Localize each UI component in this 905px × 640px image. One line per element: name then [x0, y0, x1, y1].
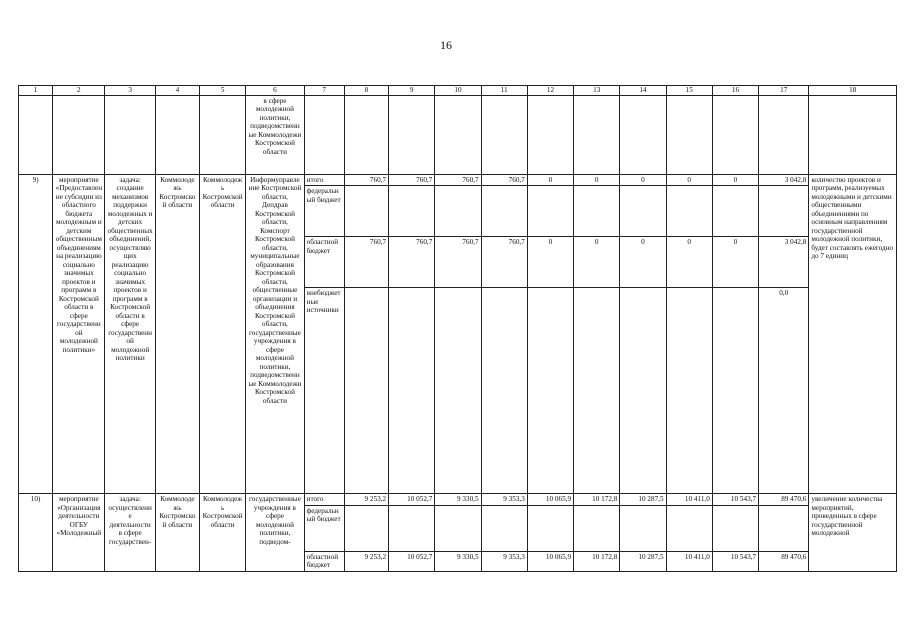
row-index: 10) [19, 494, 53, 572]
header-cell: 15 [666, 86, 712, 96]
table-row [19, 494, 897, 506]
header-cell: 17 [759, 86, 809, 96]
header-cell: 2 [53, 86, 105, 96]
program-table [18, 85, 897, 572]
header-cell: 3 [105, 86, 155, 96]
total-cell [759, 505, 809, 551]
value-cell [527, 186, 573, 237]
header-cell: 13 [574, 86, 620, 96]
value-cell [435, 186, 481, 237]
value-cell [481, 505, 527, 551]
value-cell [389, 505, 435, 551]
value-cell: 0 [620, 174, 666, 186]
value-cell: 10 543,7 [712, 551, 758, 571]
table-cell [435, 95, 481, 174]
table-cell [105, 95, 155, 174]
value-cell: 10 411,0 [666, 494, 712, 506]
value-cell: 10 287,5 [620, 551, 666, 571]
value-cell: 9 330,5 [435, 551, 481, 571]
customer-cell: Коммолодежь Костромской области [200, 174, 246, 494]
value-cell [574, 288, 620, 494]
source-cell: областной бюджет [304, 551, 344, 571]
value-cell [666, 186, 712, 237]
table-cell [759, 95, 809, 174]
value-cell [620, 186, 666, 237]
total-cell: 89 470,6 [759, 551, 809, 571]
table-cell [712, 95, 758, 174]
table-cell [53, 95, 105, 174]
source-cell: областной бюджет [304, 237, 344, 288]
header-cell: 16 [712, 86, 758, 96]
value-cell [712, 288, 758, 494]
value-cell [574, 186, 620, 237]
value-cell [344, 505, 388, 551]
table-cell [809, 95, 897, 174]
value-cell: 10 172,8 [574, 551, 620, 571]
table-cell [19, 95, 53, 174]
value-cell: 10 287,5 [620, 494, 666, 506]
value-cell: 0 [666, 237, 712, 288]
result-cell: количество проектов и программ, реализуемых молодежными и детскими общественными объединениями по основным направлениям государственной молодежной политики, будет составлять ежегодно до 7 единиц [809, 174, 897, 494]
header-cell: 1 [19, 86, 53, 96]
activity-cell: мероприятие «Организация деятельности ОГБУ «Молодежный [53, 494, 105, 572]
header-cell: 4 [155, 86, 199, 96]
executor-cell: Информуправление Костромской области, Депдрав Костромской области, Комспорт Костромской области, муниципальные образования Костромской области, общественные организации и объединения Костромской области, государственные учреждения в сфере молодежной политики, подведомственные Коммолодежи Костромской области [246, 174, 304, 494]
executor-cell: в сфере молодежной политики, подведомственные Коммолодежи Костромской области [246, 95, 304, 174]
value-cell: 9 253,2 [344, 494, 388, 506]
value-cell: 760,7 [344, 237, 388, 288]
table-cell [574, 95, 620, 174]
value-cell: 0 [712, 174, 758, 186]
value-cell [712, 186, 758, 237]
value-cell: 10 172,8 [574, 494, 620, 506]
table-cell [389, 95, 435, 174]
value-cell: 0 [527, 174, 573, 186]
table-cell [620, 95, 666, 174]
value-cell [344, 288, 388, 494]
value-cell: 9 253,2 [344, 551, 388, 571]
total-cell [759, 186, 809, 237]
admin-cell: Коммолодежь Костромской области [155, 174, 199, 494]
value-cell: 0 [712, 237, 758, 288]
value-cell [435, 505, 481, 551]
task-cell: задача: осуществление деятельности в сфере государствен- [105, 494, 155, 572]
value-cell: 10 052,7 [389, 551, 435, 571]
executor-cell: государственные учреждения в сфере молодежной политики, подведом- [246, 494, 304, 572]
activity-cell: мероприятие «Предоставление субсидии из областного бюджета молодежным и детским общественным объединениям на реализацию социально значимых проектов и программ в Костромской области в сфере государственной молодежной политики» [53, 174, 105, 494]
header-cell: 10 [435, 86, 481, 96]
value-cell [712, 505, 758, 551]
value-cell: 760,7 [481, 237, 527, 288]
source-cell: федеральный бюджет [304, 505, 344, 551]
value-cell: 9 330,5 [435, 494, 481, 506]
value-cell [620, 288, 666, 494]
table-cell [200, 95, 246, 174]
value-cell: 760,7 [344, 174, 388, 186]
value-cell: 10 065,9 [527, 551, 573, 571]
total-cell: 89 470,6 [759, 494, 809, 506]
source-cell: федеральный бюджет [304, 186, 344, 237]
source-cell: итого [304, 174, 344, 186]
value-cell [481, 288, 527, 494]
value-cell: 10 065,9 [527, 494, 573, 506]
value-cell: 0 [574, 237, 620, 288]
value-cell [574, 505, 620, 551]
total-cell: 0,0 [759, 288, 809, 494]
header-cell: 9 [389, 86, 435, 96]
header-cell: 7 [304, 86, 344, 96]
source-cell: внебюджетные источники [304, 288, 344, 494]
value-cell [481, 186, 527, 237]
table-cell [155, 95, 199, 174]
value-cell: 9 353,3 [481, 551, 527, 571]
header-cell: 8 [344, 86, 388, 96]
table-cell [666, 95, 712, 174]
source-cell: итого [304, 494, 344, 506]
value-cell: 760,7 [435, 174, 481, 186]
row-index: 9) [19, 174, 53, 494]
value-cell: 10 543,7 [712, 494, 758, 506]
value-cell: 760,7 [435, 237, 481, 288]
header-cell: 14 [620, 86, 666, 96]
admin-cell: Коммолодежь Костромской области [155, 494, 199, 572]
table-cell [344, 95, 388, 174]
header-cell: 5 [200, 86, 246, 96]
value-cell [620, 505, 666, 551]
header-row [19, 86, 897, 96]
value-cell [666, 505, 712, 551]
value-cell [389, 288, 435, 494]
table-cell [527, 95, 573, 174]
value-cell [344, 186, 388, 237]
value-cell: 0 [620, 237, 666, 288]
header-cell: 18 [809, 86, 897, 96]
table-row [19, 174, 897, 186]
task-cell: задача: создание механизмов поддержки молодежных и детских общественных объединений, осуществляющих реализацию социально значимых проектов и программ в Костромской области в сфере государственной молодежной политики [105, 174, 155, 494]
value-cell: 760,7 [389, 237, 435, 288]
value-cell [435, 288, 481, 494]
total-cell: 3 042,8 [759, 237, 809, 288]
table-cell [304, 95, 344, 174]
value-cell: 760,7 [389, 174, 435, 186]
value-cell: 9 353,3 [481, 494, 527, 506]
value-cell [389, 186, 435, 237]
total-cell: 3 042,8 [759, 174, 809, 186]
result-cell: увеличение количества мероприятий, проведенных в сфере государственной молодежной [809, 494, 897, 572]
header-cell: 12 [527, 86, 573, 96]
value-cell: 10 411,0 [666, 551, 712, 571]
table-cell [481, 95, 527, 174]
value-cell: 10 052,7 [389, 494, 435, 506]
value-cell: 0 [666, 174, 712, 186]
value-cell [527, 505, 573, 551]
page-number: 16 [440, 38, 452, 52]
customer-cell: Коммолодежь Костромской области [200, 494, 246, 572]
value-cell: 760,7 [481, 174, 527, 186]
value-cell [527, 288, 573, 494]
header-cell: 6 [246, 86, 304, 96]
value-cell: 0 [574, 174, 620, 186]
continuation-row [19, 95, 897, 174]
value-cell [666, 288, 712, 494]
value-cell: 0 [527, 237, 573, 288]
header-cell: 11 [481, 86, 527, 96]
